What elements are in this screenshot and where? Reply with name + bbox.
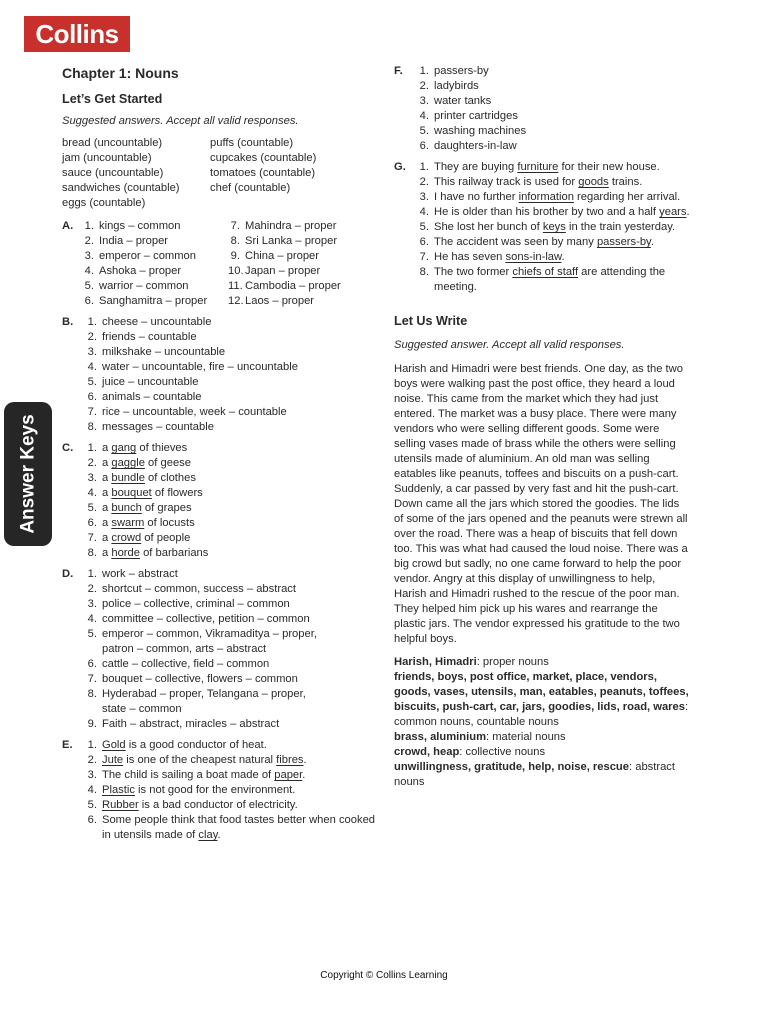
item-line: committee – collective, petition – common	[102, 613, 310, 625]
started-item: chef (countable)	[210, 182, 291, 194]
started-item: sauce (uncountable)	[62, 167, 164, 179]
item-text: kings – common	[99, 220, 181, 232]
item-line: bouquet – collective, flowers – common	[102, 673, 298, 685]
text-segment: The two former	[434, 266, 513, 278]
text-segment: I have no further	[434, 191, 519, 203]
item-text	[102, 813, 380, 843]
noun-list-entry	[394, 730, 690, 745]
item-number: 4.	[87, 613, 97, 625]
noun-type: : material nouns	[486, 731, 566, 743]
item-number: 7.	[419, 251, 429, 263]
text-segment: regarding her arrival.	[573, 191, 681, 203]
started-item: sandwiches (countable)	[62, 182, 180, 194]
text-segment: a	[102, 472, 112, 484]
item-number: 7.	[87, 532, 97, 544]
write-paragraph: Harish and Himadri were best friends. One day, as the two boys were walking past the post office, they heard a loud noise. This came from the market which they had just entered. The market was a busy place. There were many vendors who were selling different goods. Some were selling vases made of brass while the others were selling utensils made of aluminium. An old man was selling eatables like peanuts, toffees and biscuits on a push-cart. Suddenly, a car passed by very fast and hit the push-cart. Down came all the jars which stored the goodies. The lids of some of the jars opened and the peanuts were strewn all over the road. There was a heap of biscuits that fell down too. This was what had caused the loud noise. There was a big crowd but sadly, no one came forward to help the poor vendor. Angry at this display of unwillingness to help, Harish and Himadri rushed to the rescue of the poor man. They helped him pick up his wares and rearrange the plastic jars. The vendor expressed his gratitude to the two helpful boys.	[394, 363, 688, 645]
underlined-answer: gaggle	[111, 457, 145, 469]
list-item	[414, 160, 690, 175]
list-item	[82, 486, 380, 501]
item-text: emperor – common	[99, 250, 196, 262]
list-item	[82, 687, 380, 717]
text-segment: for their new house.	[558, 161, 660, 173]
underlined-answer: Jute	[102, 754, 124, 766]
item-text: Ashoka – proper	[99, 265, 182, 277]
underlined-answer: Rubber	[102, 799, 139, 811]
list-item	[228, 219, 378, 234]
item-text: India – proper	[99, 235, 169, 247]
footer: Copyright © Collins Learning	[320, 970, 448, 981]
list-item	[82, 279, 228, 294]
text-segment: a	[102, 502, 112, 514]
noun-words: Harish, Himadri	[394, 656, 477, 668]
list-item	[82, 627, 380, 657]
item-text	[434, 235, 690, 250]
item-text: Laos – proper	[245, 295, 315, 307]
item-number: 4.	[87, 487, 97, 499]
collins-logo: Collins	[24, 16, 130, 52]
item-number: 12.	[228, 295, 244, 307]
list-item	[82, 294, 228, 309]
underlined-answer: crowd	[111, 532, 142, 544]
item-text: Sri Lanka – proper	[245, 235, 338, 247]
text-segment: is a good conductor of heat.	[125, 739, 267, 751]
list-item	[414, 79, 690, 94]
underlined-answer: keys	[542, 221, 566, 233]
item-number: 2.	[87, 754, 97, 766]
item-text: daughters-in-law	[434, 140, 517, 152]
item-number: 4.	[84, 265, 94, 277]
item-number: 2.	[87, 457, 97, 469]
item-number: 3.	[87, 769, 97, 781]
item-number: 5.	[87, 628, 97, 640]
item-text	[102, 456, 380, 471]
item-text: juice – uncountable	[102, 376, 199, 388]
item-text	[102, 717, 380, 732]
text-segment: .	[302, 769, 306, 781]
item-number: 2.	[84, 235, 94, 247]
item-text	[102, 687, 380, 717]
item-text	[102, 657, 380, 672]
list-item	[82, 441, 380, 456]
item-text	[102, 783, 380, 798]
item-text	[102, 486, 380, 501]
text-segment: in the train yesterday.	[565, 221, 676, 233]
text-segment: are attending the meeting.	[434, 266, 666, 293]
item-number: 7.	[87, 406, 97, 418]
item-text	[102, 672, 380, 687]
section-letter: C.	[62, 442, 74, 454]
item-number: 7.	[230, 220, 240, 232]
noun-words: crowd, heap	[394, 746, 460, 758]
item-text	[434, 205, 690, 220]
list-item	[82, 516, 380, 531]
list-item	[82, 546, 380, 561]
item-text	[434, 160, 690, 175]
list-item	[82, 360, 380, 375]
list-item	[414, 220, 690, 235]
list-item	[414, 175, 690, 190]
item-text	[102, 768, 380, 783]
item-text	[102, 738, 380, 753]
text-segment: This railway track is used for	[434, 176, 579, 188]
list-item	[82, 753, 380, 768]
item-number: 5.	[84, 280, 94, 292]
item-number: 1.	[84, 220, 94, 232]
list-item	[82, 813, 380, 843]
noun-list-entry	[394, 655, 690, 670]
item-number: 6.	[419, 236, 429, 248]
started-item: jam (uncountable)	[62, 152, 152, 164]
started-note: Suggested answers. Accept all valid responses.	[62, 115, 299, 127]
item-text: rice – uncountable, week – countable	[102, 406, 287, 418]
underlined-answer: horde	[111, 547, 140, 559]
list-item	[82, 234, 228, 249]
item-text: warrior – common	[99, 280, 189, 292]
underlined-answer: chiefs of staff	[512, 266, 579, 278]
started-title: Let’s Get Started	[62, 92, 163, 106]
list-item	[228, 279, 378, 294]
item-number: 1.	[87, 442, 97, 454]
answer-keys-label: Answer Keys	[17, 414, 39, 534]
noun-words: friends, boys, post office, market, place, vendors, goods, vases, utensils, man, eatables, peanuts, toffees, biscuits, push-cart, car, jars, goodies, lids, road, wares	[394, 671, 689, 713]
list-item	[414, 94, 690, 109]
text-segment: a	[102, 532, 112, 544]
list-item	[82, 375, 380, 390]
list-item	[82, 315, 380, 330]
item-text	[102, 567, 380, 582]
item-text: passers-by	[434, 65, 489, 77]
underlined-answer: gang	[111, 442, 137, 454]
section-letter: E.	[62, 739, 73, 751]
started-item: tomatoes (countable)	[210, 167, 316, 179]
started-grid	[62, 136, 380, 211]
item-text: Cambodia – proper	[245, 280, 341, 292]
noun-list-entry	[394, 745, 690, 760]
item-number: 7.	[87, 673, 97, 685]
text-segment: trains.	[608, 176, 643, 188]
item-number: 5.	[419, 221, 429, 233]
text-segment: The child is sailing a boat made of	[102, 769, 275, 781]
list-item	[82, 798, 380, 813]
list-item	[228, 249, 378, 264]
text-segment: .	[686, 206, 690, 218]
text-segment: of people	[141, 532, 191, 544]
item-text: milkshake – uncountable	[102, 346, 226, 358]
underlined-answer: sons-in-law	[505, 251, 562, 263]
item-number: 6.	[87, 658, 97, 670]
section-letter: F.	[394, 65, 403, 77]
item-number: 4.	[87, 361, 97, 373]
text-segment: of thieves	[136, 442, 188, 454]
underlined-answer: Gold	[102, 739, 126, 751]
item-text	[102, 798, 380, 813]
list-item	[414, 205, 690, 220]
item-number: 1.	[419, 65, 429, 77]
item-text	[102, 501, 380, 516]
item-text: Sanghamitra – proper	[99, 295, 208, 307]
item-number: 5.	[87, 376, 97, 388]
noun-list-entry	[394, 760, 690, 790]
item-number: 6.	[84, 295, 94, 307]
item-number: 1.	[87, 568, 97, 580]
section-letter: G.	[394, 161, 406, 173]
list-item	[414, 139, 690, 154]
noun-type: : abstract nouns	[394, 761, 676, 788]
list-item	[228, 264, 378, 279]
item-line: Faith – abstract, miracles – abstract	[102, 718, 280, 730]
item-text: Mahindra – proper	[245, 220, 337, 232]
text-segment: She lost her bunch of	[434, 221, 543, 233]
list-item	[414, 109, 690, 124]
list-item	[228, 234, 378, 249]
item-text	[102, 441, 380, 456]
list-item	[228, 294, 378, 309]
right-column	[394, 64, 690, 790]
item-line: police – collective, criminal – common	[102, 598, 290, 610]
underlined-answer: clay	[198, 829, 218, 841]
item-number: 11.	[228, 280, 243, 292]
list-item	[82, 567, 380, 582]
chapter-title: Chapter 1: Nouns	[62, 65, 179, 81]
item-text: ladybirds	[434, 80, 479, 92]
item-text: cheese – uncountable	[102, 316, 212, 328]
started-item	[210, 196, 380, 211]
noun-words: brass, aluminium	[394, 731, 487, 743]
list-item	[414, 124, 690, 139]
item-number: 1.	[87, 316, 97, 328]
item-number: 2.	[419, 176, 429, 188]
item-number: 8.	[87, 547, 97, 559]
text-segment: a	[102, 517, 112, 529]
text-segment: of locusts	[144, 517, 195, 529]
list-item	[82, 612, 380, 627]
text-segment: He has seven	[434, 251, 506, 263]
item-line: cattle – collective, field – common	[102, 658, 270, 670]
item-text	[434, 175, 690, 190]
write-title: Let Us Write	[394, 314, 468, 328]
item-line: emperor – common, Vikramaditya – proper,	[102, 628, 317, 640]
text-segment: .	[217, 829, 221, 841]
item-number: 6.	[87, 391, 97, 403]
list-item	[82, 405, 380, 420]
text-segment: a	[102, 442, 112, 454]
underlined-answer: Plastic	[102, 784, 135, 796]
item-number: 3.	[419, 191, 429, 203]
item-number: 8.	[419, 266, 429, 278]
list-item	[82, 582, 380, 597]
text-segment: a	[102, 547, 112, 559]
item-text: printer cartridges	[434, 110, 518, 122]
item-text	[102, 516, 380, 531]
item-number: 3.	[87, 598, 97, 610]
item-text	[102, 627, 380, 657]
list-item	[82, 471, 380, 486]
item-line: work – abstract	[102, 568, 178, 580]
text-segment: .	[650, 236, 654, 248]
text-segment: is one of the cheapest natural	[123, 754, 277, 766]
section-letter: D.	[62, 568, 74, 580]
item-number: 2.	[87, 583, 97, 595]
started-item: bread (uncountable)	[62, 137, 163, 149]
underlined-answer: paper	[274, 769, 303, 781]
list-item	[82, 672, 380, 687]
item-line: shortcut – common, success – abstract	[102, 583, 296, 595]
item-text: China – proper	[245, 250, 320, 262]
item-number: 4.	[419, 110, 429, 122]
list-item	[82, 390, 380, 405]
list-item	[82, 501, 380, 516]
item-number: 8.	[87, 421, 97, 433]
section-letter: B.	[62, 316, 74, 328]
item-number: 6.	[87, 814, 97, 826]
list-item	[82, 330, 380, 345]
section-g	[394, 160, 690, 295]
answer-keys-tab	[4, 402, 52, 546]
item-text	[102, 582, 380, 597]
item-number: 8.	[230, 235, 240, 247]
item-number: 1.	[419, 161, 429, 173]
text-segment: .	[561, 251, 565, 263]
item-number: 3.	[87, 346, 97, 358]
item-line: Hyderabad – proper, Telangana – proper,	[102, 688, 306, 700]
text-segment: a	[102, 487, 112, 499]
item-number: 9.	[230, 250, 240, 262]
item-number: 10.	[228, 265, 244, 277]
list-item	[82, 597, 380, 612]
noun-words: unwillingness, gratitude, help, noise, rescue	[394, 761, 629, 773]
list-item	[82, 249, 228, 264]
text-segment: .	[303, 754, 307, 766]
item-number: 4.	[87, 784, 97, 796]
text-segment: The accident was seen by many	[434, 236, 597, 248]
item-number: 4.	[419, 206, 429, 218]
item-number: 5.	[419, 125, 429, 137]
item-text	[102, 546, 380, 561]
underlined-answer: bouquet	[111, 487, 152, 499]
item-text: water tanks	[434, 95, 492, 107]
section-f	[394, 64, 690, 154]
list-item	[414, 64, 690, 79]
list-item	[82, 345, 380, 360]
item-text	[102, 471, 380, 486]
list-item	[414, 235, 690, 250]
underlined-answer: goods	[578, 176, 609, 188]
underlined-answer: swarm	[111, 517, 145, 529]
list-item	[82, 456, 380, 471]
write-note: Suggested answer. Accept all valid responses.	[394, 339, 625, 351]
item-text	[102, 531, 380, 546]
underlined-answer: bunch	[111, 502, 142, 514]
noun-type: : proper nouns	[476, 656, 549, 668]
item-number: 8.	[87, 688, 97, 700]
item-number: 9.	[87, 718, 97, 730]
item-text: animals – countable	[102, 391, 202, 403]
section-a	[62, 219, 380, 309]
item-number: 5.	[87, 799, 97, 811]
item-number: 5.	[87, 502, 97, 514]
section-d	[62, 567, 380, 732]
list-item	[82, 420, 380, 435]
item-text	[434, 265, 690, 295]
noun-type: : collective nouns	[459, 746, 546, 758]
list-item	[414, 265, 690, 295]
item-line: state – common	[102, 703, 182, 715]
item-number: 3.	[84, 250, 94, 262]
left-column	[62, 64, 380, 849]
list-item	[82, 219, 228, 234]
item-number: 1.	[87, 739, 97, 751]
text-segment: of barbarians	[139, 547, 209, 559]
text-segment: of clothes	[144, 472, 196, 484]
text-segment: of flowers	[151, 487, 203, 499]
text-segment: of geese	[144, 457, 191, 469]
list-item	[414, 250, 690, 265]
underlined-answer: furniture	[517, 161, 559, 173]
text-segment: He is older than his brother by two and a half	[434, 206, 660, 218]
item-text	[434, 250, 690, 265]
item-number: 6.	[87, 517, 97, 529]
list-item	[82, 531, 380, 546]
text-segment: of grapes	[141, 502, 192, 514]
item-text	[102, 612, 380, 627]
text-segment: is not good for the environment.	[134, 784, 296, 796]
item-text: washing machines	[434, 125, 527, 137]
started-item: puffs (countable)	[210, 137, 294, 149]
section-c	[62, 441, 380, 561]
list-item	[82, 783, 380, 798]
item-text: water – uncountable, fire – uncountable	[102, 361, 298, 373]
list-item	[82, 738, 380, 753]
started-item: eggs (countable)	[62, 197, 146, 209]
item-text: Japan – proper	[245, 265, 321, 277]
item-number: 6.	[419, 140, 429, 152]
item-text	[102, 597, 380, 612]
item-text	[434, 220, 690, 235]
item-text	[102, 753, 380, 768]
section-e	[62, 738, 380, 843]
underlined-answer: fibres	[276, 754, 304, 766]
list-item	[82, 768, 380, 783]
item-line: patron – common, arts – abstract	[102, 643, 267, 655]
list-item	[82, 657, 380, 672]
item-number: 3.	[419, 95, 429, 107]
item-number: 2.	[87, 331, 97, 343]
text-segment: is a bad conductor of electricity.	[138, 799, 298, 811]
item-number: 3.	[87, 472, 97, 484]
list-item	[82, 717, 380, 732]
item-text: friends – countable	[102, 331, 197, 343]
underlined-answer: passers-by	[596, 236, 651, 248]
list-item	[414, 190, 690, 205]
text-segment: Some people think that food tastes better when cooked in utensils made of	[102, 814, 376, 841]
noun-type: : common nouns, countable nouns	[394, 701, 689, 728]
underlined-answer: bundle	[111, 472, 145, 484]
underlined-answer: information	[518, 191, 574, 203]
section-letter: A.	[62, 220, 74, 232]
item-text	[434, 190, 690, 205]
text-segment: a	[102, 457, 112, 469]
item-number: 2.	[419, 80, 429, 92]
started-item: cupcakes (countable)	[210, 152, 317, 164]
noun-list	[394, 655, 690, 790]
text-segment: They are buying	[434, 161, 518, 173]
noun-list-entry	[394, 670, 690, 730]
underlined-answer: years	[659, 206, 687, 218]
item-text: messages – countable	[102, 421, 214, 433]
section-b	[62, 315, 380, 435]
list-item	[82, 264, 228, 279]
